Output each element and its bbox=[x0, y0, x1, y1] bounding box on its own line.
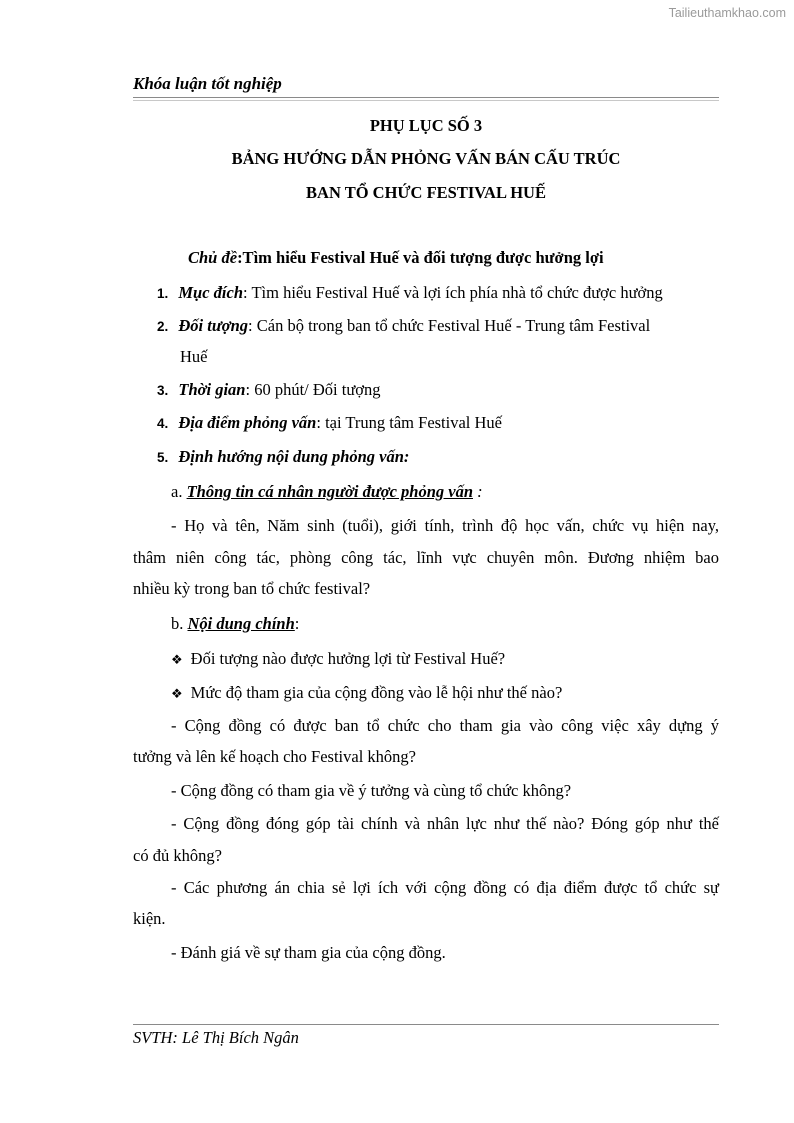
list-item bbox=[157, 283, 663, 303]
organizer-title: BAN TỔ CHỨC FESTIVAL HUẾ bbox=[306, 183, 546, 202]
item-label: Thời gian bbox=[178, 380, 246, 399]
topic-line bbox=[188, 248, 604, 268]
appendix-title: PHỤ LỤC SỐ 3 bbox=[369, 116, 483, 135]
section-a-paragraph-line: nhiều kỳ trong ban tổ chức festival? bbox=[133, 579, 371, 598]
section-b-suffix: : bbox=[294, 614, 300, 633]
section-b-label: Nội dung chính bbox=[187, 614, 295, 633]
item-label: Định hướng nội dung phỏng vấn: bbox=[178, 447, 410, 466]
section-b-prefix: b. bbox=[171, 614, 188, 633]
item-text: : tại Trung tâm Festival Huế bbox=[316, 413, 502, 432]
item-label: Đối tượng bbox=[178, 316, 249, 335]
section-a-paragraph-line: - Họ và tên, Năm sinh (tuổi), giới tính, trình độ học vấn, chức vụ hiện nay, bbox=[171, 516, 719, 535]
bullet-text: Đối tượng nào được hưởng lợi từ Festival Huế? bbox=[190, 649, 506, 668]
section-a-paragraph-line: thâm niên công tác, phòng công tác, lĩnh vực chuyên môn. Đương nhiệm bao bbox=[133, 548, 719, 567]
section-b-paragraph-line: - Đánh giá về sự tham gia của cộng đồng. bbox=[171, 943, 446, 962]
item-label: Mục đích bbox=[178, 283, 244, 302]
header-title: Khóa luận tốt nghiệp bbox=[133, 74, 282, 93]
section-b-paragraph-line: - Cộng đồng đóng góp tài chính và nhân lực như thế nào? Đóng góp như thế bbox=[171, 814, 719, 833]
list-item bbox=[157, 413, 502, 433]
section-b-paragraph-line: tưởng và lên kế hoạch cho Festival không? bbox=[133, 747, 416, 766]
item-number: 5. bbox=[157, 450, 169, 465]
watermark: Tailieuthamkhao.com bbox=[668, 6, 786, 20]
diamond-bullet-icon: ❖ bbox=[171, 686, 183, 701]
diamond-bullet-icon: ❖ bbox=[171, 652, 183, 667]
section-b-paragraph-line: có đủ không? bbox=[133, 846, 222, 865]
section-b-heading bbox=[171, 614, 299, 634]
list-item bbox=[157, 380, 381, 400]
footer-rule bbox=[133, 1024, 719, 1025]
bullet-text: Mức độ tham gia của cộng đồng vào lễ hội như thế nào? bbox=[190, 683, 563, 702]
section-a-heading bbox=[171, 482, 483, 502]
header-rule-secondary bbox=[133, 100, 719, 101]
guide-title: BẢNG HƯỚNG DẪN PHỎNG VẤN BÁN CẤU TRÚC bbox=[231, 149, 621, 168]
item-text: : Tìm hiểu Festival Huế và lợi ích phía nhà tổ chức được hưởng bbox=[243, 283, 663, 302]
item-text: : 60 phút/ Đối tượng bbox=[245, 380, 381, 399]
bullet-item bbox=[171, 649, 505, 669]
section-b-paragraph-line: - Các phương án chia sẻ lợi ích với cộng đồng có địa điểm được tổ chức sự bbox=[171, 878, 719, 897]
section-b-paragraph-line: - Cộng đồng có được ban tổ chức cho tham gia vào công việc xây dựng ý bbox=[171, 716, 719, 735]
footer-author: SVTH: Lê Thị Bích Ngân bbox=[133, 1028, 299, 1047]
item-number: 3. bbox=[157, 383, 169, 398]
topic-label: Chủ đề bbox=[188, 248, 238, 267]
list-item bbox=[157, 447, 409, 467]
section-a-suffix: : bbox=[473, 482, 483, 501]
list-item bbox=[157, 316, 650, 336]
item-label: Địa điểm phỏng vấn bbox=[178, 413, 317, 432]
item-number: 1. bbox=[157, 286, 169, 301]
section-b-paragraph-line: - Cộng đồng có tham gia về ý tưởng và cùng tổ chức không? bbox=[171, 781, 572, 800]
item-number: 4. bbox=[157, 416, 169, 431]
section-a-prefix: a. bbox=[171, 482, 187, 501]
header-rule bbox=[133, 97, 719, 98]
item-number: 2. bbox=[157, 319, 169, 334]
item-continuation: Huế bbox=[180, 347, 208, 366]
bullet-item bbox=[171, 683, 562, 703]
section-a-label: Thông tin cá nhân người được phỏng vấn bbox=[186, 482, 473, 501]
topic-text: :Tìm hiểu Festival Huế và đối tượng được hưởng lợi bbox=[237, 248, 604, 267]
section-b-paragraph-line: kiện. bbox=[133, 909, 166, 928]
item-text: : Cán bộ trong ban tổ chức Festival Huế - Trung tâm Festival bbox=[248, 316, 651, 335]
